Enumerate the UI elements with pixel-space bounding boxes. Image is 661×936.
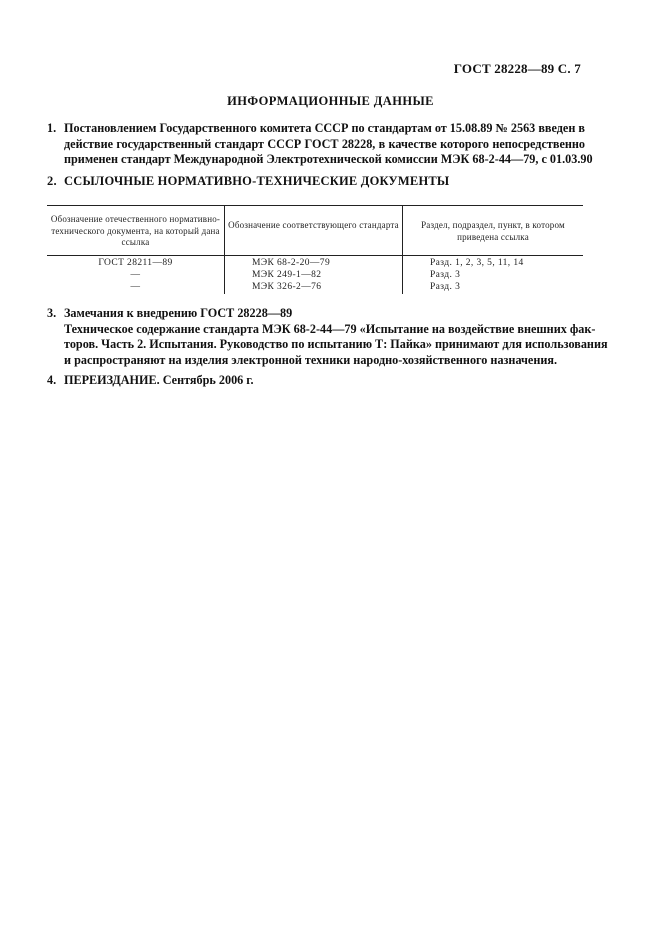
table-header-section-reference: Раздел, подраздел, пункт, в котором приведена ссылка bbox=[421, 220, 565, 242]
section-2-number: 2. bbox=[47, 174, 57, 188]
section-1-line: применен стандарт Международной Электротехнической комиссии МЭК 68-2-44—79, с 01.03.90 bbox=[64, 152, 593, 166]
section-3-line: Замечания к внедрению ГОСТ 28228—89 bbox=[64, 306, 293, 320]
section-3 bbox=[47, 306, 608, 368]
section-3-number: 3. bbox=[47, 306, 57, 320]
section-3-text bbox=[64, 306, 608, 368]
table-column-divider bbox=[402, 205, 403, 294]
section-1-line: Постановлением Государственного комитета СССР по стандартам от 15.08.89 № 2563 введен в bbox=[64, 121, 585, 135]
table-cell-corresponding-standard: МЭК 326-2—76 bbox=[252, 282, 322, 292]
table-cell-corresponding-standard: МЭК 68-2-20—79 bbox=[252, 258, 331, 268]
table-top-rule bbox=[47, 205, 583, 206]
table-cell-section-reference: Разд. 3 bbox=[430, 282, 461, 292]
page-header-reference: ГОСТ 28228—89 С. 7 bbox=[453, 61, 581, 76]
section-1-line: действие государственный стандарт СССР ГОСТ 28228, в качестве которого непосредственно bbox=[64, 136, 585, 151]
section-4-text: ПЕРЕИЗДАНИЕ. Сентябрь 2006 г. bbox=[64, 373, 254, 387]
section-2 bbox=[47, 174, 585, 190]
table-cell-corresponding-standard: МЭК 249-1—82 bbox=[252, 270, 322, 280]
section-2-heading: ССЫЛОЧНЫЕ НОРМАТИВНО-ТЕХНИЧЕСКИЕ ДОКУМЕНТЫ bbox=[64, 174, 450, 188]
page-title: ИНФОРМАЦИОННЫЕ ДАННЫЕ bbox=[227, 94, 434, 108]
section-4 bbox=[47, 373, 585, 389]
section-1 bbox=[47, 121, 593, 168]
table-cell-national-document: — bbox=[130, 282, 141, 292]
table-header-rule bbox=[47, 255, 583, 256]
table-cell-national-document: ГОСТ 28211—89 bbox=[98, 258, 173, 268]
section-1-text bbox=[64, 121, 593, 168]
section-4-number: 4. bbox=[47, 373, 57, 387]
table-column-divider bbox=[224, 205, 225, 294]
section-3-line: торов. Часть 2. Испытания. Руководство по испытанию Т: Пайка» принимают для использования bbox=[64, 337, 608, 351]
table-cell-national-document: — bbox=[130, 270, 141, 280]
section-1-number: 1. bbox=[47, 121, 57, 135]
section-3-line: и распространяют на изделия электронной техники народно-хозяйственного назначения. bbox=[64, 352, 558, 367]
table-cell-section-reference: Разд. 1, 2, 3, 5, 11, 14 bbox=[430, 258, 524, 268]
table-cell-section-reference: Разд. 3 bbox=[430, 270, 461, 280]
table-header-corresponding-standard: Обозначение соответствующего стандарта bbox=[228, 220, 399, 230]
section-3-line: Техническое содержание стандарта МЭК 68-2-44—79 «Испытание на воздействие внешних фак- bbox=[64, 321, 596, 336]
table-header-national-document: Обозначение отечественного нормативно-технического документа, на который дана ссылка bbox=[50, 214, 221, 247]
